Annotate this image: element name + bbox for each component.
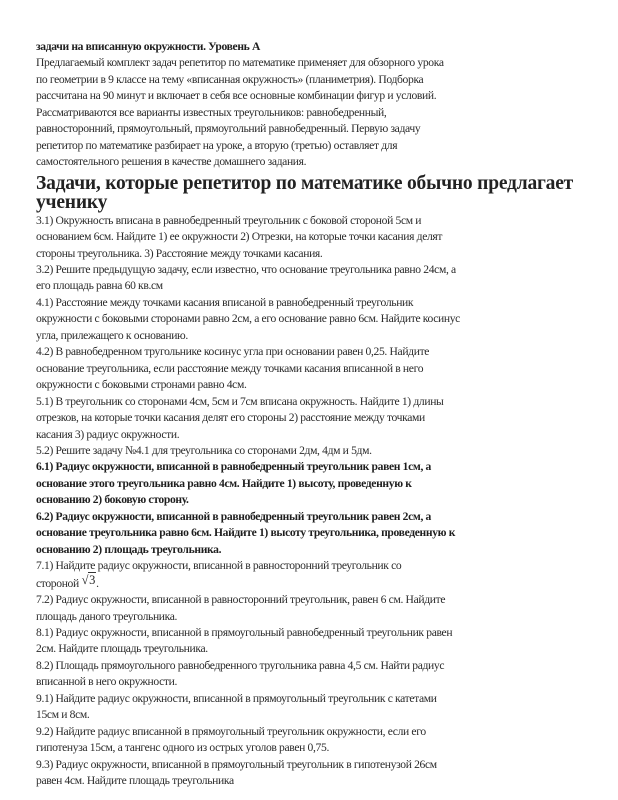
problem-line: его площадь равна 60 кв.см	[36, 279, 163, 293]
square-root-symbol: √	[81, 572, 89, 587]
intro-paragraph	[36, 55, 596, 170]
document-body	[36, 39, 596, 789]
intro-line: рассчитана на 90 минут и включает в себя все основные комбинации фигур и условий.	[36, 89, 437, 103]
problem-line: основанию 2) боковую сторону.	[36, 493, 189, 507]
problem-line: отрезков, на которые точки касания делят его стороны 2) расстояние между точками	[36, 411, 425, 425]
problem-line: 3.1) Окружность вписана в равнобедренный треугольник с боковой стороной 5см и	[36, 213, 422, 227]
problem-line: основание треугольника равно 6см. Найдите 1) высоту треугольника, проведенную к	[36, 526, 456, 540]
problem-line: стороной	[36, 576, 79, 590]
problem-5-1	[36, 394, 596, 443]
problem-4-1	[36, 295, 596, 344]
problem-list	[36, 213, 596, 790]
problem-line: 5.1) В треугольник со сторонами 4см, 5см и 7см вписана окружность. Найдите 1) длины	[36, 394, 444, 408]
problem-line: основанием 6см. Найдите 1) ее окружности 2) Отрезки, на которые точки касания делят	[36, 230, 443, 244]
problem-line: площадь даного треугольника.	[36, 609, 178, 623]
problem-9-2	[36, 724, 596, 757]
problem-line: основание этого треугольника равно 4см. Найдите 1) высоту, проведенную к	[36, 476, 412, 490]
document-title	[36, 39, 596, 55]
problem-line: 2см. Найдите площадь треугольника.	[36, 642, 208, 656]
problem-line: равен 4см. Найдите площадь треугольника	[36, 774, 234, 788]
problem-3-2	[36, 262, 596, 295]
problem-line: основание треугольника, если расстояние между точками касания вписанной в него	[36, 361, 424, 375]
intro-line: репетитор по математике разбирает на уроке, а вторую (третью) оставляет для	[36, 138, 398, 152]
problem-line: 7.1) Найдите радиус окружности, вписанной в равносторонний треугольник со	[36, 559, 402, 573]
section-heading	[36, 174, 596, 212]
problem-line: 8.2) Площадь прямоугольного равнобедренного тругольника равна 4,5 см. Найти радиус	[36, 658, 445, 672]
problem-line: 8.1) Радиус окружности, вписанной в прямоугольный равнобедренный треугольник равен	[36, 625, 453, 639]
problem-line: 9.2) Найдите радиус вписанной в прямоугольный треугольник окружности, если его	[36, 724, 426, 738]
intro-line: по геометрии в 9 классе на тему «вписанная окружность» (планиметрия). Подборка	[36, 72, 424, 86]
problem-line: 7.2) Радиус окружности, вписанной в равносторонний треугольник, равен 6 см. Найдите	[36, 593, 446, 607]
problem-line: гипотенуза 15см, а тангенс одного из острых уголов равен 0,75.	[36, 741, 329, 755]
problem-line: 4.1) Расстояние между точками касания вписаной в равнобедренный треугольник	[36, 295, 414, 309]
problem-8-1	[36, 625, 596, 658]
problem-3-1	[36, 213, 596, 262]
title-line: задачи на вписанную окружности. Уровень А	[36, 40, 261, 53]
heading-line: Задачи, которые репетитор по математике обычно предлагает	[36, 172, 574, 194]
problem-7-1	[36, 558, 596, 592]
problem-line: 15см и 8см.	[36, 708, 90, 722]
problem-6-2	[36, 509, 596, 558]
problem-line: касания 3) радиус окружности.	[36, 427, 180, 441]
problem-9-1	[36, 691, 596, 724]
problem-line: 9.3) Радиус окружности, вписанной в прямоугольный треугольник в гипотенузой 26см	[36, 757, 437, 771]
problem-6-1	[36, 459, 596, 508]
problem-line: 3.2) Решите предыдущую задачу, если известно, что основание треугольника равно 24см, а	[36, 262, 456, 276]
problem-line: 9.1) Найдите радиус окружности, вписанной в прямоугольный треугольник с катетами	[36, 691, 437, 705]
problem-5-2	[36, 443, 596, 459]
intro-line: Рассматриваются все варианты известных треугольников: равнобедренный,	[36, 105, 387, 119]
intro-line: равносторонний, прямоугольный, прямоугольний равнобедренный. Первую задачу	[36, 122, 421, 136]
problem-line: 6.2) Радиус окружности, вписанной в равнобедренный треугольник равен 2см, а	[36, 509, 431, 523]
problem-line: стороны треугольника. 3) Расстояние между точками касания.	[36, 246, 323, 260]
problem-9-3	[36, 757, 596, 790]
problem-8-2	[36, 658, 596, 691]
problem-line: окружности с боковыми сторонами равно 2см, а его основание равно 6см. Найдите косинус	[36, 312, 460, 326]
problem-line: 4.2) В равнобедренном тругольнике косинус угла при основании равен 0,25. Найдите	[36, 345, 430, 359]
radicand: 3	[89, 572, 96, 587]
sentence-end: .	[96, 576, 99, 590]
problem-line: 6.1) Радиус окружности, вписанной в равнобедренный треугольник равен 1см, а	[36, 460, 431, 474]
problem-line: основанию 2) площадь треугольника.	[36, 542, 222, 556]
intro-line: самостоятельного решения в качестве домашнего задания.	[36, 155, 307, 169]
problem-line: окружности с боковыми стронами равно 4см.	[36, 378, 247, 392]
problem-line: 5.2) Решите задачу №4.1 для треугольника со сторонами 2дм, 4дм и 5дм.	[36, 443, 372, 457]
problem-4-2	[36, 344, 596, 393]
heading-line: ученику	[36, 191, 108, 213]
problem-line: вписанной в него окружности.	[36, 675, 178, 689]
intro-line: Предлагаемый комплект задач репетитор по математике применяет для обзорного урока	[36, 56, 444, 70]
problem-7-2	[36, 592, 596, 625]
problem-line: угла, прилежащего к основанию.	[36, 328, 188, 342]
square-root-expression	[79, 573, 96, 587]
